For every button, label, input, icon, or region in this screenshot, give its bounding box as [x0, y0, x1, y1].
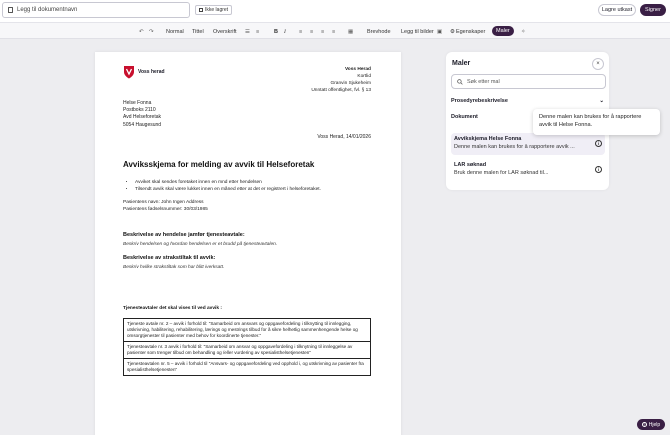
- template-desc: Bruk denne malen for LAR søknad til...: [454, 170, 549, 176]
- section-heading: Beskrivelse av strakstiltak til avvik:: [123, 255, 216, 261]
- bold-button[interactable]: B: [274, 28, 278, 35]
- table-row: Tjenesteavtale nr. 3 avvik i forhold til: "Samarbeid om ansvar og oppgavefordeling i tilknytning til innleggelse av pasienter som trenger tilbud om behandling og /eller vurdering av spesialisthelsetjenesten": [124, 341, 370, 358]
- template-search-input[interactable]: [451, 74, 606, 89]
- recipient-name: Helse Fonna: [123, 100, 152, 106]
- floppy-icon: [199, 8, 203, 12]
- info-icon[interactable]: i: [595, 166, 602, 173]
- table-row: Tjeneste avtale nr. 2 – avvik i forhold til: "Samarbeid om ansvars og oppgavefordeling i tilknytting til innlegging, utskrivning, habilitering, rehabilitering, lærings og mestrings tilbud for å sikre helhetlig sammenhengende helse og omsorgtjenester til pasienter med behov for koordinerte tjenester.": [127, 321, 358, 338]
- search-placeholder: Søk etter mal: [467, 78, 500, 85]
- section-heading: Beskrivelse av hendelse jamfør tjenesteavtale:: [123, 232, 245, 238]
- add-images-button[interactable]: Legg til bilder: [401, 28, 434, 35]
- patient-info: [123, 200, 208, 213]
- template-name: Avvikskjema Helse Fonna: [454, 136, 522, 142]
- document-icon: [8, 7, 13, 13]
- recipient-dept: Avd Helseforetak: [123, 114, 161, 121]
- letterhead-button[interactable]: Brevhode: [367, 28, 391, 35]
- style-title-button[interactable]: Tittel: [192, 28, 204, 35]
- bullet-list-icon[interactable]: ☰: [245, 28, 250, 35]
- recipient-box: Postboks 2110: [123, 107, 156, 114]
- list-item: • Avviket skal sendes foretaket innen en mnd etter hendelsen: [135, 179, 321, 186]
- document-name-input[interactable]: [2, 2, 190, 18]
- recipient-postal: 5054 Haugesund: [123, 121, 162, 128]
- template-desc: Denne malen kan brukes for å rapportere avvik ...: [454, 144, 575, 150]
- properties-label: Egenskaper: [455, 28, 486, 35]
- exempt-notice: Unntatt offentlighet, fvl. § 13: [311, 88, 371, 93]
- agreements-table: [123, 318, 371, 376]
- section-label: Dokument: [451, 114, 478, 120]
- top-bar: [0, 0, 670, 22]
- ai-assist-icon[interactable]: ✧: [521, 28, 526, 35]
- sender-block: [330, 66, 371, 87]
- group-label: Prosedyrebeskrivelse: [451, 98, 508, 104]
- align-right-icon[interactable]: ≡: [321, 28, 325, 35]
- template-item[interactable]: [451, 159, 605, 181]
- question-icon: ?: [643, 422, 646, 427]
- document-title: Avviksskjema for melding av avvik til Helseforetak: [123, 160, 315, 169]
- help-label: Hjelp: [648, 421, 661, 428]
- sign-button[interactable]: Signer: [640, 4, 666, 16]
- logo-text: Voss herad: [138, 69, 165, 75]
- style-heading-button[interactable]: Overskrift: [213, 28, 237, 35]
- save-draft-button[interactable]: Lagre utkast: [598, 4, 636, 16]
- numbered-list-icon[interactable]: ≡: [256, 28, 260, 35]
- template-item[interactable]: [451, 133, 605, 155]
- section-text: Beskriv hvilke strakstiltak som har blitt iverksatt.: [123, 265, 225, 270]
- properties-button[interactable]: [450, 27, 485, 36]
- sender-hospital: Granvin Sjukeheim: [330, 81, 371, 86]
- section-text: Beskriv hendelsen og hvordan hendelsen er et brudd på tjenesteavtalen.: [123, 242, 278, 247]
- shield-logo-icon: [123, 65, 135, 79]
- save-status-badge: [195, 5, 232, 15]
- image-icon: ▣: [437, 28, 443, 35]
- template-tooltip: Denne malen kan brukes for å rapportere avvik til Helse Fonna.: [533, 109, 660, 135]
- sender-dept: Kortlid: [357, 74, 371, 79]
- formatting-toolbar: [0, 22, 670, 39]
- table-row: Tjenesteavtalen nr. 5 – avvik i forhold til "Ansvars- og oppgavefordeling ved opphold i, og utskrivning av pasienter fra spesialisthelsetjenesten": [124, 358, 370, 375]
- document-name-placeholder: Legg til dokumentnavn: [17, 7, 78, 13]
- instructions-list: [135, 179, 321, 193]
- table-icon[interactable]: ▦: [348, 28, 354, 35]
- patient-name: Pasientens navn: John Ingen Address: [123, 200, 204, 205]
- gear-icon: ⚙: [450, 28, 455, 35]
- table-heading: Tjenesteavtaler det skal vises til ved avvik :: [123, 306, 222, 311]
- templates-button[interactable]: Maler: [492, 26, 514, 36]
- search-icon: [457, 79, 463, 85]
- align-center-icon[interactable]: ≡: [310, 28, 314, 35]
- logo: [123, 65, 165, 79]
- patient-dob: Pasientens fødselsnummer: 30/03/1985: [123, 206, 208, 212]
- dateline: Voss Herad, 14/01/2026: [317, 134, 371, 140]
- chevron-down-icon: ⌄: [599, 98, 604, 104]
- document-page[interactable]: [95, 52, 401, 435]
- undo-icon[interactable]: ↶: [139, 28, 144, 35]
- list-item: • Tilsendt avvik skal være lukket innen en måned etter at det er registrert i helseforetaket.: [135, 186, 321, 193]
- style-normal-button[interactable]: Normal: [166, 28, 184, 35]
- save-status-label: Ikke lagret: [205, 7, 229, 13]
- panel-title: Maler: [452, 60, 471, 67]
- align-left-icon[interactable]: ≡: [299, 28, 303, 35]
- info-icon[interactable]: i: [595, 140, 602, 147]
- recipient-block: [123, 100, 161, 129]
- italic-button[interactable]: I: [284, 28, 286, 35]
- redo-icon[interactable]: ↷: [149, 28, 154, 35]
- group-toggle[interactable]: [451, 98, 604, 104]
- template-name: LAR søknad: [454, 162, 487, 168]
- close-icon[interactable]: ×: [592, 58, 604, 70]
- sender-org: Voss Herad: [344, 67, 371, 72]
- align-justify-icon[interactable]: ≡: [332, 28, 336, 35]
- help-button[interactable]: [637, 419, 665, 430]
